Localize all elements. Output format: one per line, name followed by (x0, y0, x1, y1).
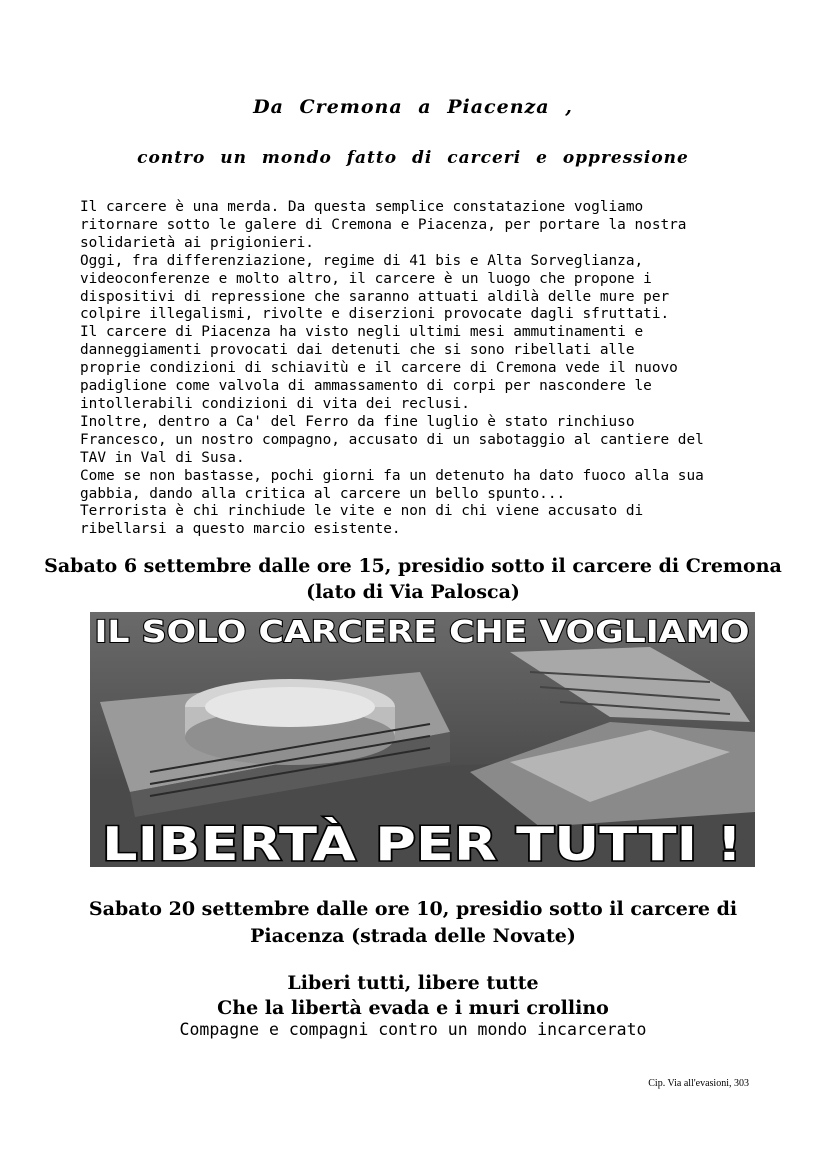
body-text (80, 199, 760, 539)
body-line: Oggi, fra differenziazione, regime di 41 bis e Alta Sorveglianza, (80, 252, 644, 269)
body-line: videoconferenze e molto altro, il carcere è un luogo che propone i (80, 270, 652, 287)
slogan-line-2: Che la libertà evada e i muri crollino (217, 997, 609, 1019)
signature: Compagne e compagni contro un mondo incarcerato (179, 1020, 647, 1039)
title-line-1: Da Cremona a Piacenza , (253, 96, 573, 118)
body-line: gabbia, dando alla critica al carcere un bello spunto... (80, 485, 566, 502)
slogan-line-1: Liberi tutti, libere tutte (287, 972, 539, 994)
body-line: Francesco, un nostro compagno, accusato di un sabotaggio al cantiere del (80, 431, 704, 448)
banner-top-text: IL SOLO CARCERE CHE VOGLIAMO (94, 615, 750, 650)
body-line: proprie condizioni di schiavitù e il carcere di Cremona vede il nuovo (80, 360, 678, 377)
body-line: ritornare sotto le galere di Cremona e Piacenza, per portare la nostra (80, 216, 687, 233)
body-line: colpire illegalismi, rivolte e diserzioni provocate dagli sfruttati. (80, 306, 670, 323)
prison-banner-image (90, 612, 755, 867)
banner-bottom-text: LIBERTÀ PER TUTTI ! (102, 817, 742, 867)
body-line: TAV in Val di Susa. (80, 449, 245, 466)
body-line: intollerabili condizioni di vita dei reclusi. (80, 395, 470, 412)
body-line: danneggiamenti provocati dai detenuti che si sono ribellati alle (80, 342, 635, 359)
body-line: Terrorista è chi rinchiude le vite e non di chi viene accusato di (80, 503, 644, 520)
title-line-2: contro un mondo fatto di carceri e oppressione (137, 148, 689, 168)
body-line: dispositivi di repressione che saranno attuati aldilà delle mure per (80, 288, 670, 305)
event-cremona-line-2: (lato di Via Palosca) (306, 581, 520, 603)
body-line: Il carcere di Piacenza ha visto negli ultimi mesi ammutinamenti e (80, 324, 644, 341)
body-line: Come se non bastasse, pochi giorni fa un detenuto ha dato fuoco alla sua (80, 467, 704, 484)
event-piacenza-line-1: Sabato 20 settembre dalle ore 10, presidio sotto il carcere di (88, 898, 738, 920)
event-piacenza-line-2: Piacenza (strada delle Novate) (250, 925, 576, 947)
body-line: ribellarsi a questo marcio esistente. (80, 521, 401, 538)
body-line: solidarietà ai prigionieri. (80, 234, 314, 251)
body-line: Il carcere è una merda. Da questa semplice constatazione vogliamo (80, 199, 644, 215)
event-cremona-line-1: Sabato 6 settembre dalle ore 15, presidio sotto il carcere di Cremona (44, 555, 782, 577)
event-piacenza (60, 896, 766, 950)
event-cremona (40, 553, 786, 605)
body-line: padiglione come valvola di ammassamento di corpi per nascondere le (80, 378, 652, 395)
footer-credit: Cip. Via all'evasioni, 303 (648, 1078, 749, 1089)
body-line: Inoltre, dentro a Ca' del Ferro da fine luglio è stato rinchiuso (80, 413, 635, 430)
